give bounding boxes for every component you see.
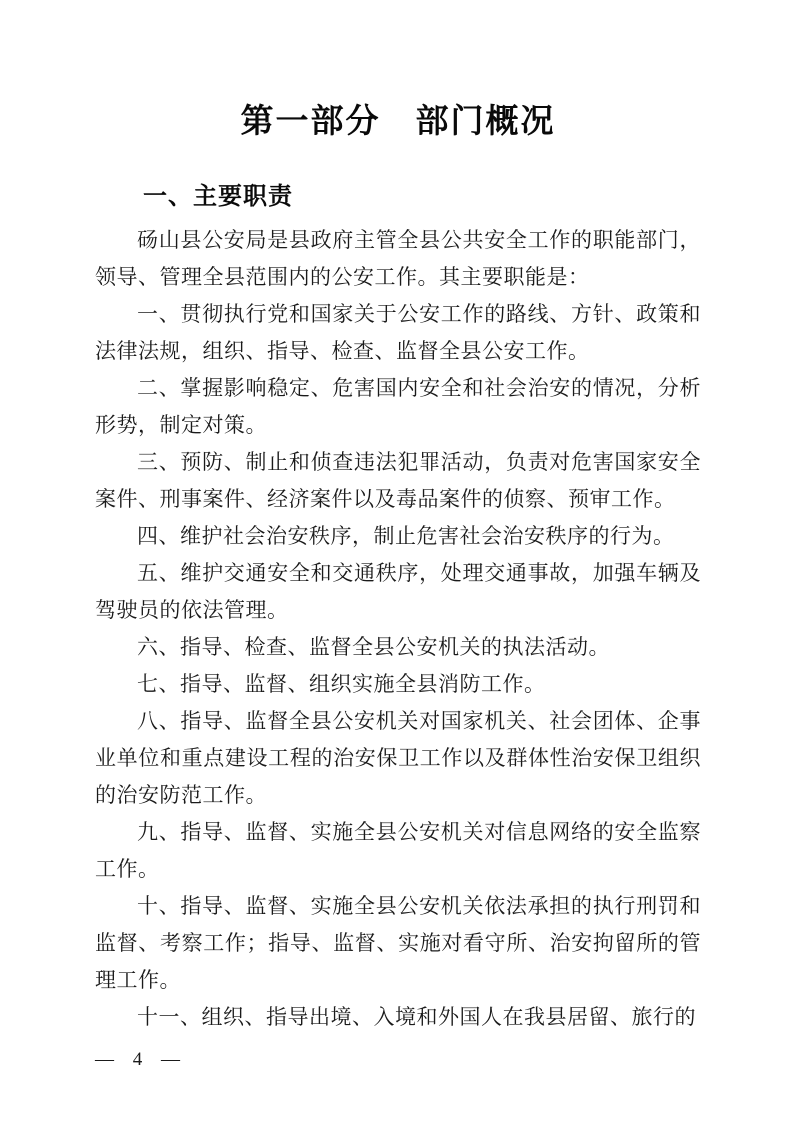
paragraph-duty-4: 四、维护社会治安秩序，制止危害社会治安秩序的行为。: [137, 524, 675, 548]
paragraph-duty-3: 三、预防、制止和侦查违法犯罪活动，负责对危害国家安全案件、刑事案件、经济案件以及毒品案件的侦察、预审工作。: [95, 450, 701, 511]
document-title: 第一部分 部门概况: [240, 102, 556, 139]
paragraph-intro: 砀山县公安局是县政府主管全县公共安全工作的职能部门，领导、管理全县范围内的公安工作。其主要职能是：: [95, 228, 701, 289]
paragraph-duty-6: 六、指导、检查、监督全县公安机关的执法活动。: [137, 635, 610, 659]
page-number: — 4 —: [95, 1049, 187, 1070]
section-heading-main-duties: 一、主要职责: [143, 183, 293, 210]
paragraph-duty-1: 一、贯彻执行党和国家关于公安工作的路线、方针、政策和法律法规，组织、指导、检查、监督全县公安工作。: [95, 302, 701, 363]
paragraph-duty-7: 七、指导、监督、组织实施全县消防工作。: [137, 672, 546, 696]
paragraph-duty-5: 五、维护交通安全和交通秩序，处理交通事故，加强车辆及驾驶员的依法管理。: [95, 561, 701, 622]
paragraph-duty-2: 二、掌握影响稳定、危害国内安全和社会治安的情况，分析形势，制定对策。: [95, 376, 701, 437]
paragraph-duty-8: 八、指导、监督全县公安机关对国家机关、社会团体、企事业单位和重点建设工程的治安保卫工作以及群体性治安保卫组织的治安防范工作。: [95, 709, 701, 807]
paragraph-duty-10: 十、指导、监督、实施全县公安机关依法承担的执行刑罚和监督、考察工作；指导、监督、实施对看守所、治安拘留所的管理工作。: [95, 894, 701, 992]
document-body: [95, 222, 701, 1036]
paragraph-duty-9: 九、指导、监督、实施全县公安机关对信息网络的安全监察工作。: [95, 820, 701, 881]
paragraph-duty-11: 十一、组织、指导出境、入境和外国人在我县居留、旅行的: [137, 1005, 696, 1029]
